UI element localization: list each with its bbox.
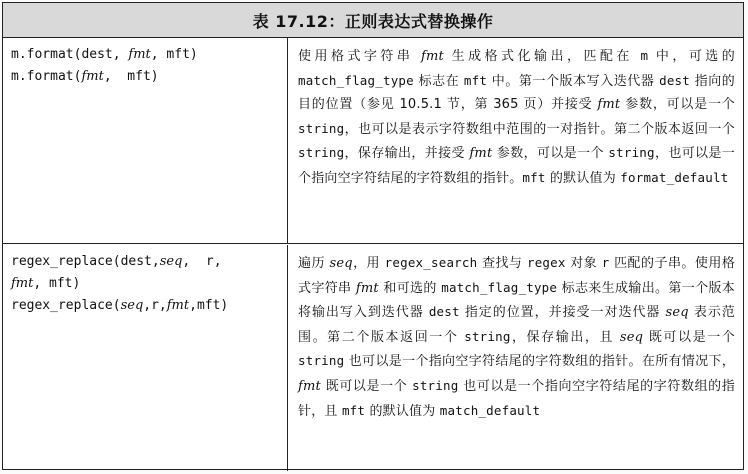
desc-text: ，保存输出，并接受 [344,146,470,162]
desc-text: ，也可以是一个指向空字符结尾的字符数组的指针。 [298,146,736,186]
signature-fragment: , mft) [150,47,198,62]
code-term: dest [659,72,691,88]
desc-text: 也可以是一个指向空字符结尾的字符数组的指针。在所有情况下， [344,354,735,370]
code-term: mft [463,72,488,88]
param-term: seq [665,305,689,321]
desc-text: 表示范围。第二个版本返回一个 [298,305,736,345]
signature-fragment: ,r, [143,298,167,313]
table-row [3,245,743,471]
code-term: match_flag_type [298,72,414,88]
signature-line [11,251,279,273]
code-term: match_default [439,402,541,418]
signature-fragment: seq [159,254,183,269]
code-term: string [298,353,345,369]
table-row [3,38,743,244]
signature-fragment: fmt [128,47,151,62]
code-term: string [412,377,459,393]
signature-fragment: fmt [166,298,190,313]
signature-fragment: ,mft) [189,298,229,313]
desc-text: 匹配的子串。使用格式字符串 [298,256,736,296]
signature-fragment: regex_replace( [11,298,121,313]
desc-text: 也可以是一个指向空字符结尾的字符数组的指针，且 [298,378,735,419]
desc-text: 查找与 [477,256,527,271]
signature-line [11,273,279,295]
desc-text: 的默认值为 [365,403,440,419]
desc-text: 既可以是一个 [320,378,413,394]
regex-replace-table [2,2,744,470]
signature-fragment: regex_replace(dest, [11,254,160,269]
code-term: dest [428,304,460,320]
code-term: mft [522,169,546,185]
code-term: regex_search [384,255,478,270]
signature-fragment: m.format( [11,69,82,84]
param-term: seq [329,256,353,271]
desc-text: 参数，可以是一个 [620,97,735,113]
desc-text: 中，可选的 [648,49,735,64]
desc-text: 参数，可以是一个 [492,146,609,162]
code-term: string [298,120,345,136]
desc-text: 标志来生成输出。第一个版本将输出写入到迭代器 [298,280,736,321]
param-term: fmt [298,378,321,394]
desc-text: 指向的目的位置（参见 10.5.1 节，第 365 页）并接受 [298,73,736,113]
signature-fragment: , mft) [103,69,159,84]
signature-fragment: , r, [182,254,222,269]
param-term: fmt [597,97,621,113]
signature-cell [3,245,288,471]
desc-text: 标志在 [413,73,464,89]
param-term: fmt [421,49,444,64]
signature-line [11,295,279,317]
code-term: r [601,255,610,270]
desc-text: ，用 [352,256,385,271]
desc-text: 的默认值为 [545,170,621,186]
signature-fragment: , mft) [33,276,81,291]
code-term: string [464,328,511,344]
description-cell [288,38,743,243]
signature-fragment: fmt [11,276,34,291]
signature-line [11,66,279,88]
signature-line [11,44,279,66]
code-term: string [298,145,345,161]
desc-text: 和可选的 [378,280,442,296]
param-term: seq [619,329,644,345]
param-term: fmt [355,280,379,296]
desc-text: 对象 [565,256,602,271]
signature-fragment: m.format(dest, [11,47,129,62]
signature-fragment: seq [120,298,144,313]
desc-text: 既可以是一个 [643,329,735,345]
signature-cell [3,38,288,243]
desc-text: 指定的位置，并接受一对迭代器 [459,305,666,321]
table-title: 表 17.12：正则表达式替换操作 [3,3,743,38]
code-term: format_default [620,169,729,185]
signature-fragment: fmt [81,69,104,84]
code-term: string [608,145,655,161]
code-term: regex [526,255,566,270]
description-cell [288,245,743,471]
desc-text: ，也可以是表示字符数组中范围的一对指针。第二个版本返回一个 [344,121,735,137]
param-term: fmt [469,146,493,162]
desc-text: 生成格式化输出，匹配在 [443,49,641,64]
desc-text: ，保存输出，且 [510,329,620,345]
desc-text: 使用格式字符串 [298,49,421,64]
desc-text: 遍历 [298,256,330,271]
desc-text: 中。第一个版本写入迭代器 [487,73,660,89]
code-term: match_flag_type [441,279,558,295]
code-term: mft [341,402,366,418]
code-term: m [640,48,649,63]
